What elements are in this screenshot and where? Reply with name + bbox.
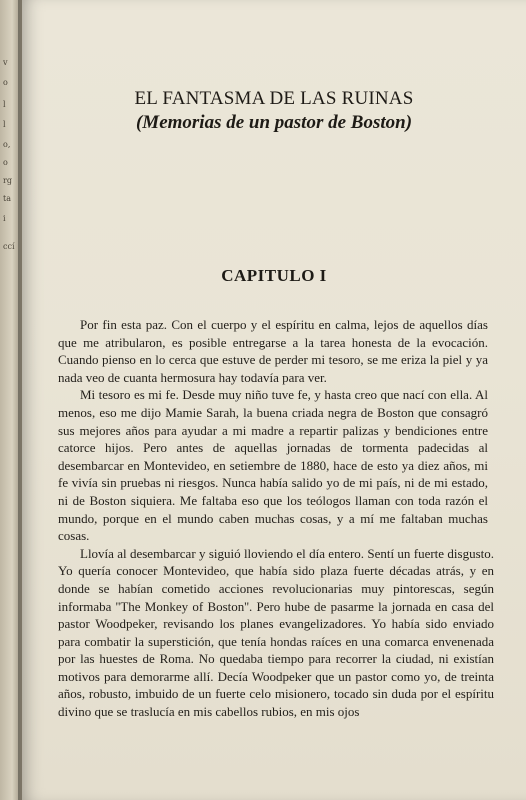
left-page-fragment: i (3, 214, 6, 223)
story-title: EL FANTASMA DE LAS RUINAS (134, 88, 414, 109)
left-page-fragment: v (3, 58, 8, 67)
left-page-fragment: o (3, 158, 8, 167)
left-page-fragment: ccí (3, 242, 15, 251)
left-page-fragment: l (3, 100, 6, 109)
story-subtitle: (Memorias de un pastor de Boston) (135, 112, 413, 133)
chapter-heading: CAPITULO I (221, 266, 327, 285)
left-page-fragment: l (3, 120, 6, 129)
left-page-fragment: rg (3, 176, 12, 185)
paragraph: Por fin esta paz. Con el cuerpo y el espíritu en calma, lejos de aquellos días que me atribularon, es posible entregarse a la tarea honesta de la evocación. Cuando pienso en lo cerca que estuve de perder mi tesoro, se me eriza la piel y ya nada veo de cuanta hermosura hay todavía para ver. (58, 317, 488, 385)
body-text (58, 316, 494, 721)
paragraph: Llovía al desembarcar y siguió lloviendo el día entero. Sentí un fuerte disgusto. Yo quería conocer Montevideo, que había sido plaza fuerte décadas atrás, y en donde se habían cometido acciones revolucionarias muy pintorescas, según informaba ''The Monkey of Boston''. Pero hube de pasarme la jornada en casa del pastor Woodpeker, revisando los planes evangelizadores. Yo había sido enviado para combatir la superstición, que tenía hondas raíces en una comarca envenenada por las huestes de Roma. No quedaba tiempo para recorrer la ciudad, ni existían motivos para demorarme allí. Decía Woodpeker que un pastor como yo, de treinta años, robusto, imbuido de un fuerte celo misionero, tocado sin duda por el espíritu divino que se traslucía en mis cabellos rubios, en mis ojos (58, 545, 494, 720)
left-page-fragment: o, (3, 140, 11, 149)
paragraph: Mi tesoro es mi fe. Desde muy niño tuve fe, y hasta creo que nací con ella. Al menos, eso me dijo Mamie Sarah, la buena criada negra de Boston que consagró sus mejores años para ayudar a mi madre a repartir palizas y bendiciones entre catorce hijos. Pero antes de aquellas jornadas de tormenta padecidas al desembarcar en Montevideo, en setiembre de 1880, hace de esto ya diez años, mi fe vivía sin pruebas ni riesgos. Nunca había salido yo de mi país, ni de mi estado, ni de Boston siquiera. Me faltaba eso que los teólogos llaman con toda razón el mundo, porque en el mundo caben muchas cosas, y a mí me faltaban muchas cosas. (58, 387, 488, 544)
left-page-fragment: o (3, 78, 8, 87)
left-page-fragment: ta (3, 194, 11, 203)
book-page (22, 0, 526, 800)
